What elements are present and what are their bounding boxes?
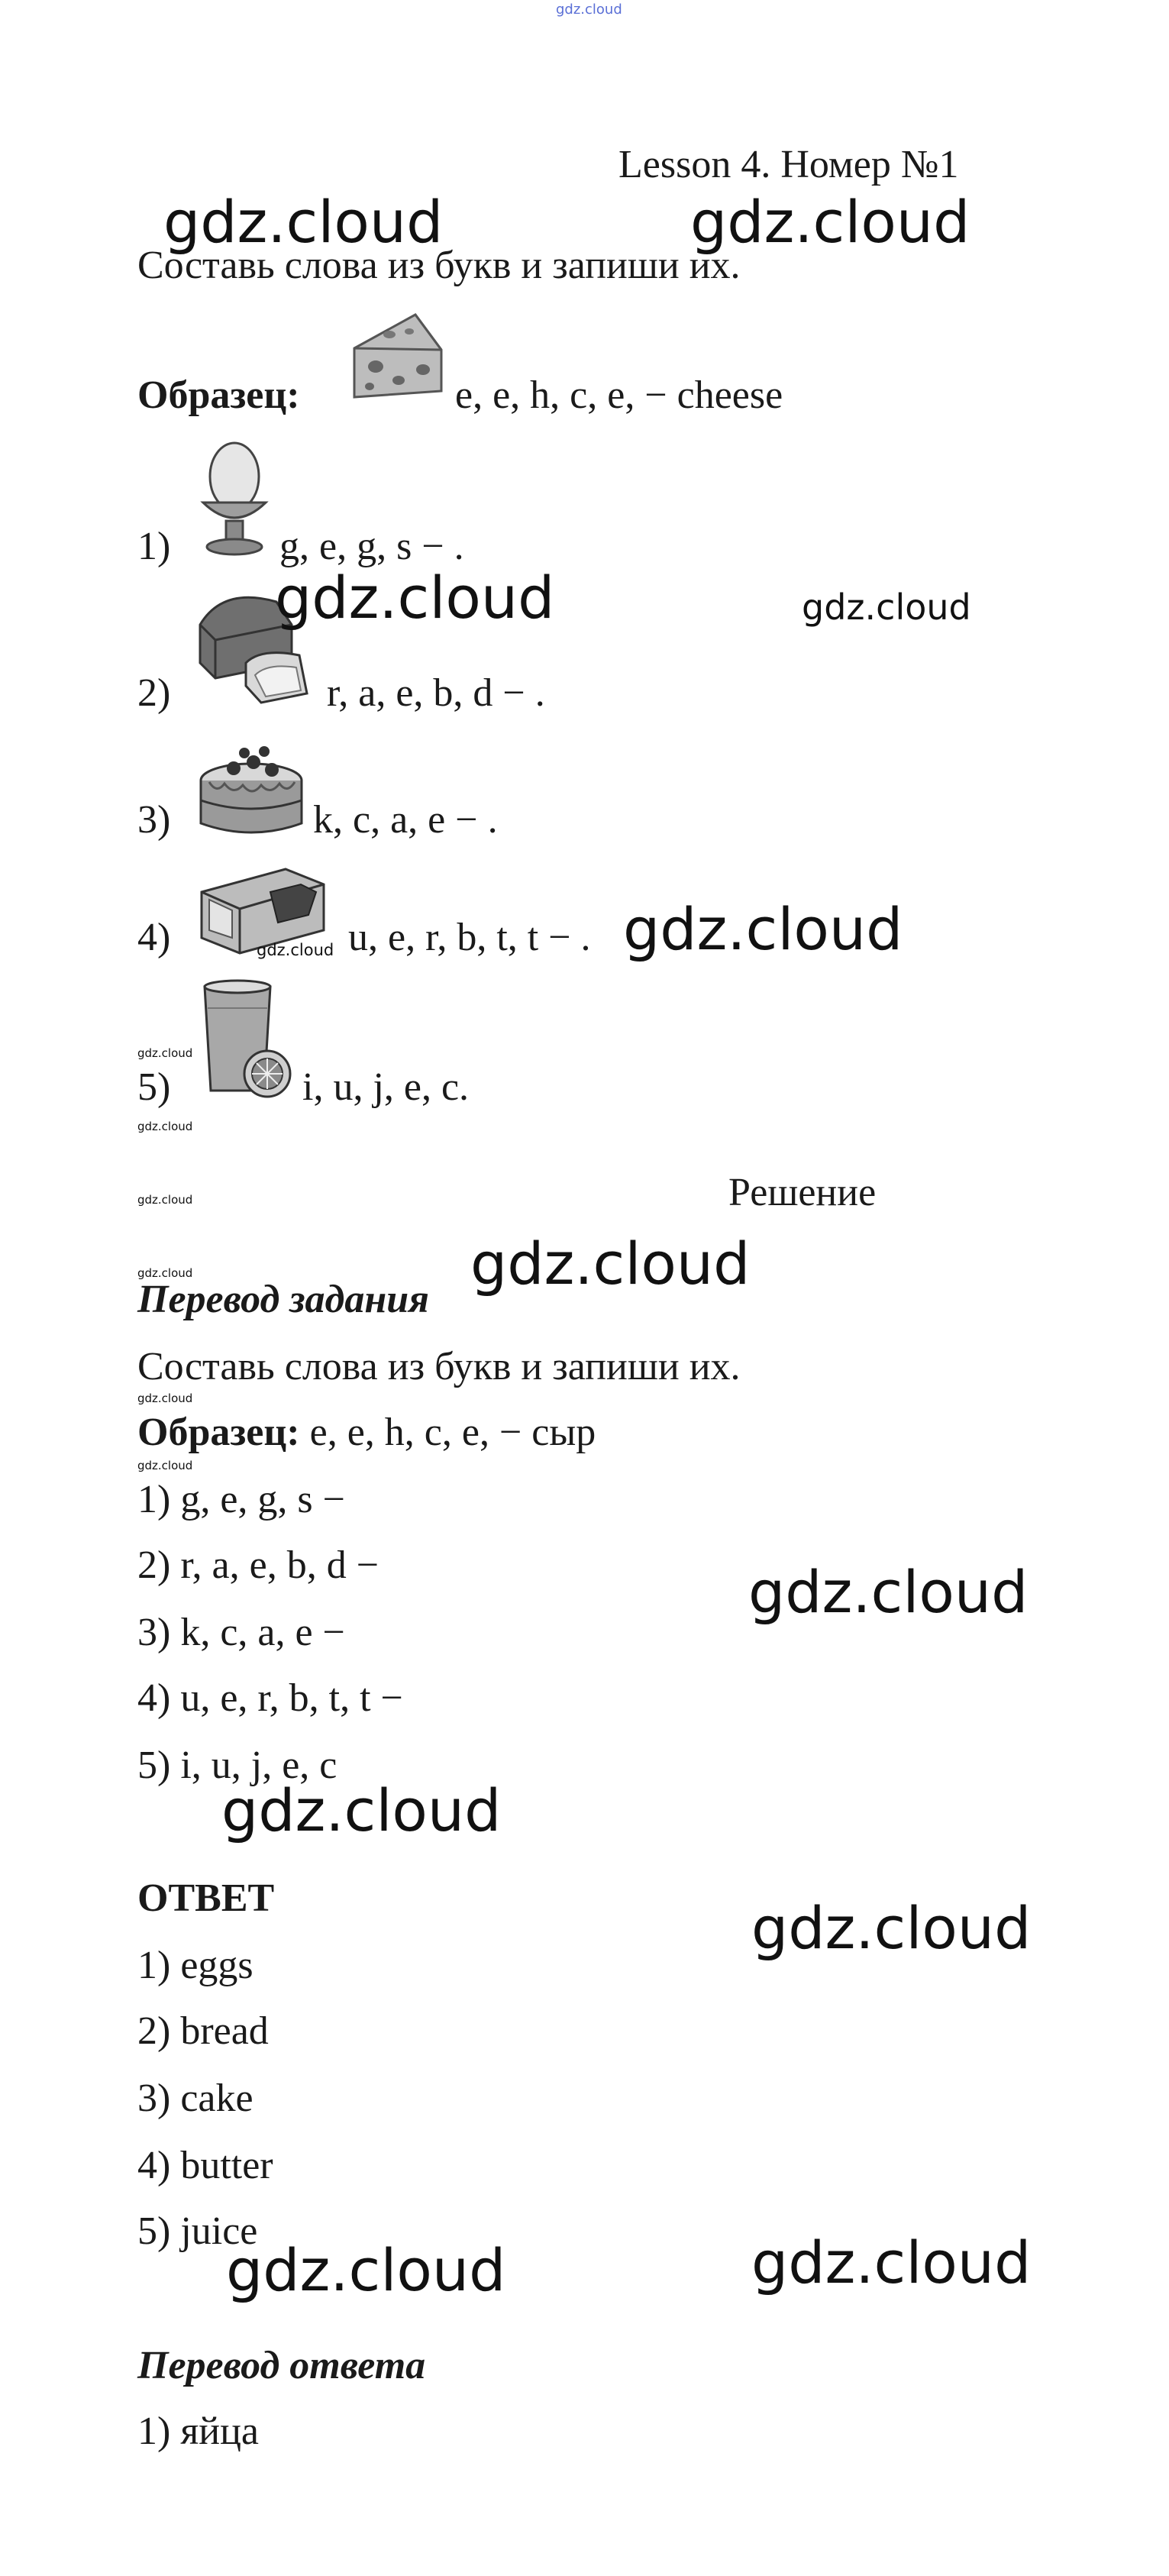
task-instruction: Составь слова из букв и запиши их. <box>137 244 741 287</box>
sample-label: Образец: <box>137 373 300 417</box>
item-3-number: 3) <box>137 798 171 842</box>
answer-item-3: 3) cake <box>137 2077 253 2120</box>
page-title: Lesson 4. Номер №1 <box>618 143 959 186</box>
juice-icon <box>197 978 296 1104</box>
item-5-text: i, u, j, e, c. <box>302 1065 470 1109</box>
answer-heading: ОТВЕТ <box>137 1876 275 1920</box>
item-2-text: r, a, e, b, d − . <box>327 671 545 715</box>
watermark: gdz.cloud <box>137 1120 193 1133</box>
translation-item-1: 1) g, e, g, s − <box>137 1478 345 1521</box>
watermark: gdz.cloud <box>137 1459 193 1472</box>
translation-sample <box>137 1410 596 1456</box>
item-1-text: g, e, g, s − . <box>279 525 464 568</box>
translation-item-3: 3) k, c, a, e − <box>137 1611 345 1654</box>
answer-translation-item-1: 1) яйца <box>137 2410 259 2453</box>
watermark: gdz.cloud <box>748 1558 1029 1626</box>
cheese-icon <box>348 309 447 412</box>
translation-instruction: Составь слова из букв и запиши их. <box>137 1345 741 1388</box>
egg-icon <box>192 437 276 563</box>
item-1-number: 1) <box>137 525 171 568</box>
watermark: gdz.cloud <box>257 941 334 959</box>
translation-item-2: 2) r, a, e, b, d − <box>137 1543 379 1587</box>
watermark-top: gdz.cloud <box>556 2 622 18</box>
item-5-number: 5) <box>137 1065 171 1109</box>
watermark: gdz.cloud <box>470 1230 751 1298</box>
watermark: gdz.cloud <box>275 564 555 632</box>
cake-icon <box>194 738 308 848</box>
answer-item-4: 4) butter <box>137 2144 273 2187</box>
item-4-number: 4) <box>137 916 171 959</box>
watermark: gdz.cloud <box>226 2236 506 2304</box>
watermark: gdz.cloud <box>221 1776 502 1844</box>
solution-heading: Решение <box>728 1171 877 1214</box>
translation-heading: Перевод задания <box>137 1278 429 1321</box>
answer-item-5: 5) juice <box>137 2209 258 2253</box>
watermark: gdz.cloud <box>163 188 444 256</box>
answer-translation-heading: Перевод ответа <box>137 2344 426 2387</box>
translation-item-5: 5) i, u, j, e, c <box>137 1744 337 1787</box>
watermark: gdz.cloud <box>137 1266 193 1280</box>
answer-item-2: 2) bread <box>137 2009 269 2053</box>
translation-sample-label: Образец: <box>137 1411 300 1454</box>
watermark: gdz.cloud <box>137 1193 193 1207</box>
watermark: gdz.cloud <box>751 1894 1032 1962</box>
watermark: gdz.cloud <box>137 1391 193 1405</box>
watermark: gdz.cloud <box>623 895 903 963</box>
item-2-number: 2) <box>137 671 171 715</box>
item-3-text: k, c, a, e − . <box>313 798 498 842</box>
watermark: gdz.cloud <box>690 188 970 256</box>
sample-text: e, e, h, c, e, − cheese <box>455 373 783 417</box>
watermark: gdz.cloud <box>802 587 971 628</box>
item-4-text: u, e, r, b, t, t − . <box>348 916 591 959</box>
translation-item-4: 4) u, e, r, b, t, t − <box>137 1676 403 1720</box>
watermark: gdz.cloud <box>751 2229 1032 2296</box>
answer-item-1: 1) eggs <box>137 1944 253 1987</box>
translation-sample-text: e, e, h, c, e, − сыр <box>309 1411 596 1454</box>
watermark: gdz.cloud <box>137 1046 193 1060</box>
